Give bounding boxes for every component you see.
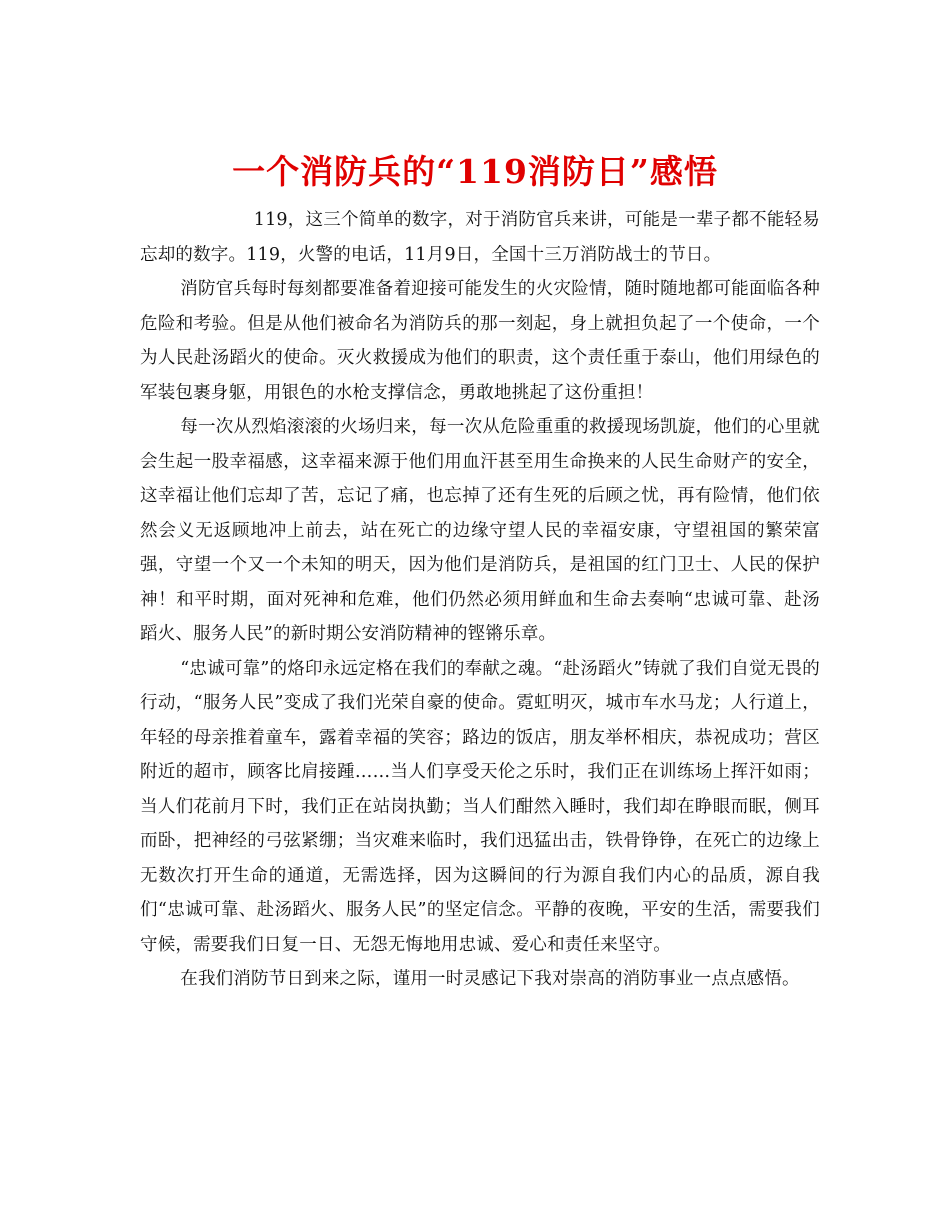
paragraph: 每一次从烈焰滚滚的火场归来，每一次从危险重重的救援现场凯旋，他们的心里就会生起一股幸福感，这幸福来源于他们用血汗甚至用生命换来的人民生命财产的安全，这幸福让他们忘却了苦，忘记了痛，也忘掉了还有生死的后顾之忧，再有险情，他们依然会义无返顾地冲上前去，站在死亡的边缘守望人民的幸福安康，守望祖国的繁荣富强，守望一个又一个未知的明天，因为他们是消防兵，是祖国的红门卫士、人民的保护神！和平时期，面对死神和危难，他们仍然必须用鲜血和生命去奏响“忠诚可靠、赴汤蹈火、服务人民”的新时期公安消防精神的铿锵乐章。	[140, 417, 820, 644]
document-title: 一个消防兵的“119消防日”感悟	[232, 152, 718, 192]
paragraph: “忠诚可靠”的烙印永远定格在我们的奉献之魂。“赴汤蹈火”铸就了我们自觉无畏的行动，“服务人民”变成了我们光荣自豪的使命。霓虹明灭，城市车水马龙；人行道上，年轻的母亲推着童车，露着幸福的笑容；路边的饭店，朋友举杯相庆，恭祝成功；营区附近的超市，顾客比肩接踵……当人们享受天伦之乐时，我们正在训练场上挥汗如雨；当人们花前月下时，我们正在站岗执勤；当人们酣然入睡时，我们却在睁眼而眠，侧耳而卧，把神经的弓弦紧绷；当灾难来临时，我们迅猛出击，铁骨铮铮，在死亡的边缘上无数次打开生命的通道，无需选择，因为这瞬间的行为源自我们内心的品质，源自我们“忠诚可靠、赴汤蹈火、服务人民”的坚定信念。平静的夜晚，平安的生活，需要我们守候，需要我们日复一日、无怨无悔地用忠诚、爱心和责任来坚守。	[140, 658, 820, 955]
paragraph: 119，这三个简单的数字，对于消防官兵来讲，可能是一辈子都不能轻易忘却的数字。119，火警的电话，11月9日，全国十三万消防战士的节日。	[140, 210, 820, 265]
paragraph: 在我们消防节日到来之际，谨用一时灵感记下我对崇高的消防事业一点点感悟。	[180, 969, 800, 989]
document-body	[140, 203, 820, 997]
paragraph: 消防官兵每时每刻都要准备着迎接可能发生的火灾险情，随时随地都可能面临各种危险和考验。但是从他们被命名为消防兵的那一刻起，身上就担负起了一个使命，一个为人民赴汤蹈火的使命。灭火救援成为他们的职责，这个责任重于泰山，他们用绿色的军装包裹身躯，用银色的水枪支撑信念，勇敢地挑起了这份重担！	[140, 279, 820, 403]
